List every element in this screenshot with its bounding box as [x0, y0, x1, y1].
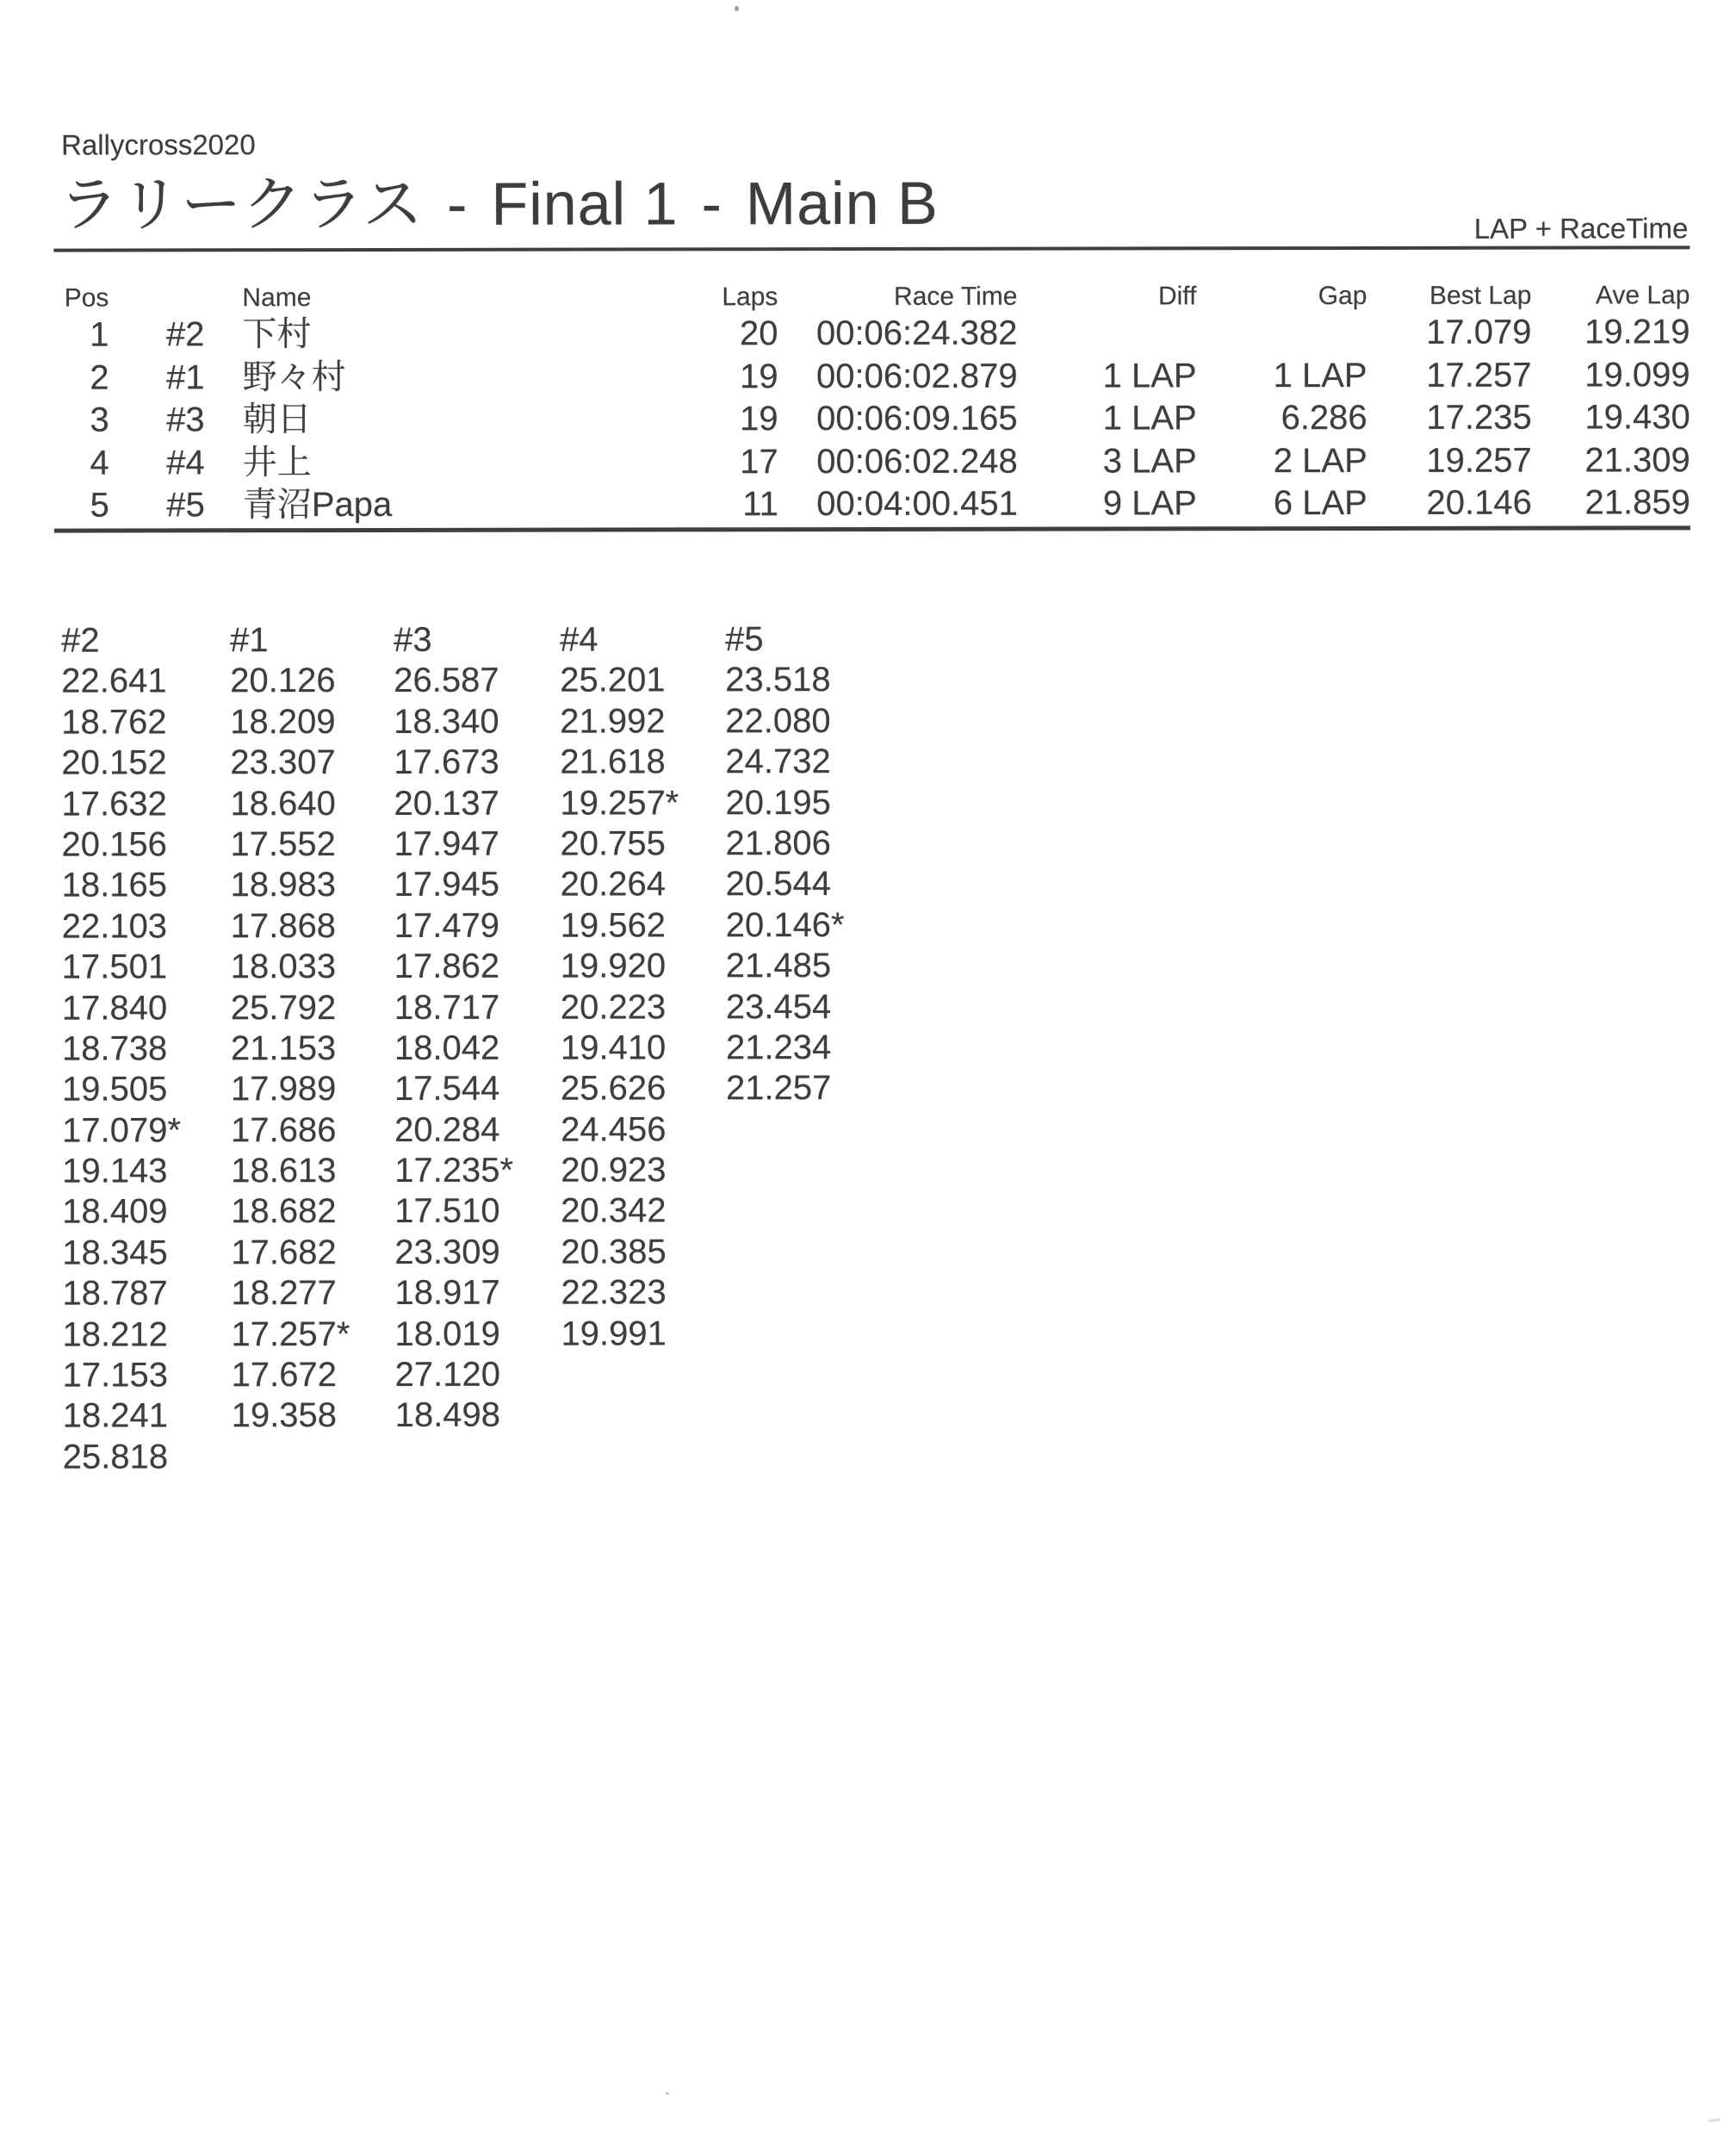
lap-time: 22.080 — [725, 701, 831, 741]
lap-time: 19.257* — [560, 783, 679, 823]
result-row — [53, 311, 1690, 357]
car-cell: #2 — [165, 315, 205, 354]
lap-time: 18.613 — [231, 1152, 337, 1190]
lap-time: 17.235* — [394, 1151, 514, 1190]
lap-time: 17.552 — [230, 825, 336, 864]
lap-time: 18.738 — [61, 1029, 168, 1068]
gap-cell: 6.286 — [1281, 398, 1367, 438]
lap-time: 18.787 — [62, 1274, 168, 1313]
lap-column — [230, 620, 395, 1478]
lap-chart — [61, 619, 916, 1478]
best-lap-cell: 17.079 — [1426, 313, 1532, 351]
diff-cell: 3 LAP — [1102, 441, 1197, 481]
race-time-cell: 00:04:00.451 — [816, 484, 1018, 524]
lap-time: 17.682 — [231, 1233, 337, 1272]
race-time-cell: 00:06:02.248 — [816, 442, 1018, 481]
lap-time: 22.323 — [561, 1273, 667, 1312]
lap-time: 17.947 — [394, 824, 499, 863]
laps-cell: 11 — [742, 485, 778, 524]
lap-time: 18.682 — [231, 1192, 337, 1231]
lap-time: 21.257 — [725, 1069, 832, 1108]
lap-column-header: #5 — [725, 620, 764, 659]
lap-time: 25.792 — [230, 988, 337, 1027]
lap-time: 20.137 — [394, 784, 499, 823]
col-header-race-time: Race Time — [893, 282, 1018, 311]
lap-times — [61, 662, 232, 1478]
gap-cell: 6 LAP — [1273, 483, 1367, 523]
title-separator: - — [447, 170, 468, 238]
lap-time: 17.079* — [62, 1111, 182, 1150]
results-table — [53, 283, 1690, 527]
lap-times — [560, 661, 726, 1355]
lap-time: 18.762 — [61, 703, 167, 742]
lap-time: 22.103 — [61, 907, 168, 946]
lap-time: 20.126 — [230, 662, 336, 700]
diff-cell — [1017, 312, 1196, 355]
lap-time: 23.309 — [394, 1233, 500, 1271]
lap-column-header: #2 — [61, 621, 100, 660]
diff-cell: 1 LAP — [1102, 356, 1197, 395]
lap-time: 19.562 — [560, 906, 667, 945]
pos-cell: 4 — [90, 444, 109, 482]
diff-cell: 9 LAP — [1102, 484, 1197, 523]
lap-time: 24.456 — [561, 1110, 667, 1149]
lap-time: 21.618 — [560, 742, 666, 781]
name-cell: 下村 — [242, 315, 312, 354]
laps-cell: 19 — [740, 400, 778, 438]
lap-time: 20.544 — [725, 865, 831, 904]
pos-cell: 3 — [90, 401, 109, 439]
lap-time: 17.868 — [230, 906, 337, 946]
lap-time: 18.345 — [62, 1233, 168, 1272]
car-cell: #1 — [166, 357, 205, 396]
lap-time: 17.632 — [61, 784, 167, 823]
best-lap-cell: 19.257 — [1426, 441, 1532, 480]
lap-time: 20.146* — [725, 905, 845, 945]
lap-time: 17.673 — [394, 742, 499, 782]
col-header-car — [111, 285, 211, 314]
gap-cell — [1196, 312, 1367, 355]
lap-time: 20.284 — [394, 1110, 500, 1149]
col-header-ave-lap: Ave Lap — [1595, 281, 1690, 310]
lap-time: 17.945 — [394, 866, 499, 904]
lap-time: 17.672 — [231, 1356, 337, 1395]
results-header-row — [53, 283, 1690, 314]
lap-column — [61, 620, 232, 1478]
lap-time: 23.307 — [230, 743, 336, 782]
col-header-laps: Laps — [722, 283, 778, 312]
lap-column — [394, 620, 561, 1478]
lap-column-header: #1 — [230, 621, 269, 660]
lap-time: 17.510 — [394, 1192, 500, 1231]
lap-time: 20.195 — [725, 783, 831, 822]
lap-time: 19.410 — [560, 1028, 667, 1067]
lap-time: 18.717 — [394, 988, 500, 1027]
result-row — [54, 482, 1690, 527]
ave-lap-cell: 21.309 — [1584, 440, 1690, 480]
race-time-cell: 00:06:24.382 — [815, 314, 1018, 353]
race-time-cell: 00:06:09.165 — [816, 399, 1018, 438]
lap-time: 18.212 — [62, 1315, 168, 1354]
lap-time: 18.165 — [61, 866, 167, 904]
lap-time: 18.917 — [394, 1273, 500, 1313]
lap-time: 24.732 — [725, 742, 831, 781]
lap-time: 25.818 — [62, 1438, 169, 1476]
lap-time: 18.640 — [230, 784, 336, 823]
lap-time: 20.923 — [561, 1151, 667, 1190]
page-title — [59, 160, 939, 248]
lap-time: 17.544 — [394, 1070, 500, 1109]
car-cell: #3 — [166, 401, 205, 439]
lap-time: 18.019 — [394, 1314, 500, 1353]
lap-time: 19.991 — [561, 1314, 667, 1353]
laps-cell: 19 — [740, 357, 778, 395]
lap-time: 21.234 — [725, 1028, 832, 1067]
lap-time: 18.498 — [394, 1396, 501, 1435]
col-header-name: Name — [242, 283, 312, 313]
lap-time: 19.920 — [560, 947, 667, 985]
laps-cell: 20 — [739, 314, 778, 353]
lap-time: 17.153 — [62, 1356, 168, 1395]
lap-time: 17.501 — [61, 948, 168, 986]
lap-time: 18.277 — [231, 1274, 337, 1313]
class-name: ラリークラス — [59, 170, 425, 239]
lap-time: 25.626 — [560, 1069, 667, 1108]
lap-time: 20.385 — [561, 1233, 667, 1271]
name-cell: 野々村 — [242, 357, 346, 396]
ave-lap-cell: 19.099 — [1584, 355, 1690, 395]
lap-time: 27.120 — [394, 1355, 500, 1394]
lap-time: 21.153 — [230, 1028, 337, 1068]
diff-cell: 1 LAP — [1102, 399, 1197, 438]
lap-time: 23.518 — [725, 661, 831, 699]
lap-time: 19.143 — [62, 1152, 168, 1190]
lap-time: 17.257* — [231, 1314, 350, 1353]
best-lap-cell: 17.235 — [1426, 398, 1532, 437]
car-cell: #5 — [166, 486, 205, 525]
lap-time: 19.358 — [231, 1396, 338, 1435]
pos-cell: 1 — [90, 315, 109, 354]
lap-times — [394, 661, 561, 1437]
timing-mode-label: LAP + RaceTime — [1473, 212, 1689, 245]
lap-time: 20.223 — [560, 987, 667, 1027]
lap-column — [725, 619, 916, 1477]
ave-lap-cell: 19.219 — [1584, 313, 1690, 351]
col-header-diff: Diff — [1157, 282, 1197, 311]
lap-time: 19.505 — [61, 1070, 168, 1109]
lap-column-header: #3 — [394, 620, 432, 659]
pos-cell: 5 — [90, 486, 109, 525]
lap-time: 22.641 — [61, 662, 167, 701]
car-cell: #4 — [166, 443, 205, 482]
col-header-gap: Gap — [1318, 281, 1367, 311]
lap-time: 18.241 — [62, 1396, 169, 1436]
col-header-pos: Pos — [64, 283, 109, 313]
lap-time: 20.755 — [560, 824, 666, 863]
lap-times — [230, 661, 395, 1437]
lap-time: 20.152 — [61, 743, 167, 782]
best-lap-cell: 17.257 — [1426, 356, 1532, 395]
gap-cell: 1 LAP — [1273, 356, 1367, 395]
result-row — [54, 439, 1690, 485]
lap-time: 23.454 — [725, 987, 832, 1026]
lap-time: 18.042 — [394, 1028, 500, 1067]
lap-time: 21.992 — [560, 702, 666, 741]
lap-time: 21.806 — [725, 824, 831, 863]
lap-time: 21.485 — [725, 947, 832, 985]
lap-time: 18.409 — [62, 1192, 168, 1232]
lap-time: 20.264 — [560, 865, 666, 904]
lap-time: 17.862 — [394, 947, 500, 986]
lap-time: 25.201 — [560, 661, 666, 700]
lap-time: 26.587 — [394, 662, 499, 700]
col-header-best-lap: Best Lap — [1429, 281, 1532, 310]
result-row — [54, 354, 1690, 400]
lap-column-header: #4 — [560, 620, 598, 659]
ave-lap-cell: 19.430 — [1584, 398, 1690, 437]
laps-cell: 17 — [740, 442, 778, 481]
lap-time: 20.342 — [561, 1191, 667, 1231]
ave-lap-cell: 21.859 — [1584, 483, 1690, 522]
result-row — [54, 396, 1690, 442]
session-name: Final 1 — [491, 170, 679, 238]
best-lap-cell: 20.146 — [1426, 483, 1532, 522]
lap-time: 17.686 — [231, 1110, 337, 1149]
lap-time: 20.156 — [61, 825, 167, 864]
lap-times — [725, 660, 915, 1109]
lap-time: 18.340 — [394, 702, 499, 741]
lap-time: 18.983 — [230, 866, 336, 904]
pos-cell: 2 — [90, 358, 109, 397]
title-separator: - — [701, 170, 722, 238]
event-name: Rallycross2020 — [61, 128, 256, 161]
lap-time: 17.989 — [230, 1070, 337, 1109]
lap-time: 18.033 — [230, 948, 337, 986]
lap-time: 17.479 — [394, 906, 500, 945]
gap-cell: 2 LAP — [1273, 441, 1367, 480]
race-time-cell: 00:06:02.879 — [815, 357, 1018, 395]
lap-column — [560, 619, 727, 1477]
group-name: Main B — [745, 169, 939, 238]
name-cell: 青沼Papa — [242, 485, 393, 525]
name-cell: 朝日 — [242, 401, 312, 439]
lap-time: 17.840 — [61, 988, 168, 1028]
lap-time: 18.209 — [230, 702, 336, 742]
name-cell: 井上 — [242, 443, 312, 482]
